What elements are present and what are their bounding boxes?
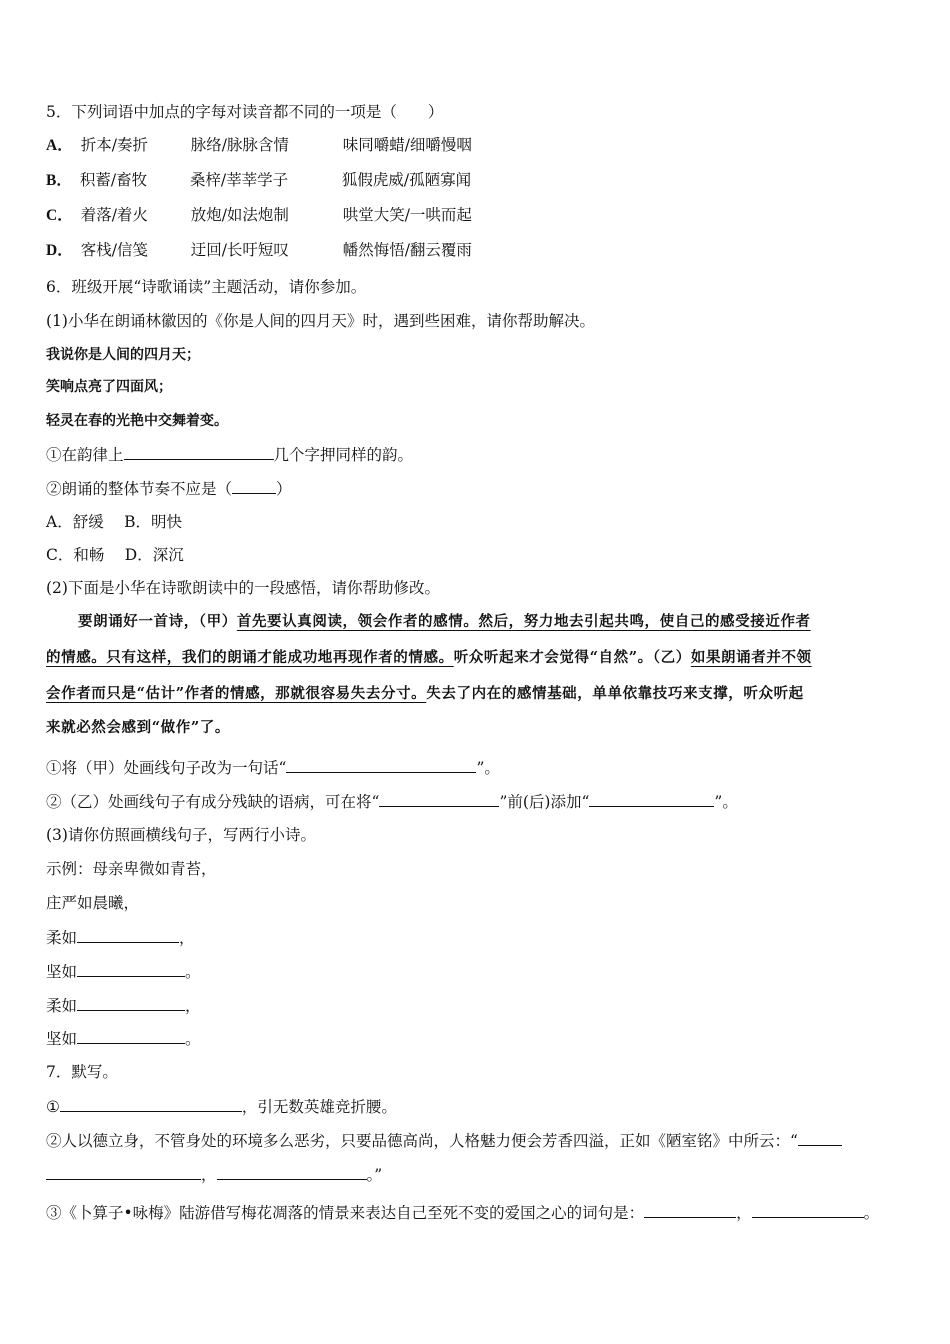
text: 几个字押同样的韵。: [273, 446, 414, 464]
answer-blank[interactable]: [60, 1096, 242, 1112]
poem-line: 笑响点亮了四面风；: [46, 379, 172, 395]
text: 。”: [366, 1166, 383, 1184]
option-item: 着落/着火: [80, 206, 148, 224]
answer-blank[interactable]: [77, 961, 185, 977]
q6-stem: 6．班级开展“诗歌诵读”主题活动，请你参加。: [46, 278, 367, 296]
text: ②（乙）处画线句子有成分残缺的语病，可在将“: [46, 793, 380, 811]
q5-option-d: [46, 240, 472, 261]
answer-blank[interactable]: [77, 1028, 185, 1044]
q7-b: [46, 1130, 842, 1151]
poem-line: 轻灵在春的光艳中交舞着变。: [46, 413, 228, 429]
answer-blank[interactable]: [589, 791, 714, 807]
underlined-sentence-jia: 的情感。只有这样，我们的朗诵才能成功地再现作者的情感。: [46, 649, 454, 666]
answer-blank[interactable]: [286, 757, 476, 773]
example-line: 示例：母亲卑微如青苔，: [46, 860, 217, 878]
choice-line: A．舒缓 B．明快: [46, 513, 183, 531]
option-item: 迂回/长吁短叹: [190, 241, 289, 259]
answer-blank[interactable]: [77, 927, 179, 943]
text: ，: [201, 1166, 217, 1184]
option-item: 脉络/脉脉含情: [190, 136, 289, 154]
poem-fill: [46, 927, 195, 948]
answer-blank[interactable]: [752, 1202, 864, 1218]
underlined-sentence-jia: 首先要认真阅读，领会作者的感情。然后，努力地去引起共鸣，使自己的感受接近作者: [236, 613, 811, 630]
answer-blank[interactable]: [798, 1130, 842, 1146]
underlined-sentence-yi: 会作者而只是“估计”作者的情感，那就很容易失去分寸。: [46, 685, 427, 702]
text: ①将（甲）处画线句子改为一句话“: [46, 759, 287, 777]
text: ，: [179, 929, 195, 947]
q6-2b: [46, 791, 738, 812]
option-item: 折本/奏折: [80, 136, 148, 154]
text: 坚如: [46, 1030, 78, 1048]
poem-fill: [46, 961, 201, 982]
text: ”。: [476, 759, 500, 777]
passage-line: [46, 648, 812, 668]
passage-line: [78, 612, 811, 632]
text: 。: [185, 963, 201, 981]
passage-line: 来就必然会感到“做作”了。: [46, 719, 230, 736]
passage-line: [46, 684, 804, 704]
answer-blank[interactable]: [46, 1164, 201, 1180]
text: 。: [185, 1030, 201, 1048]
q6-part2: (2)下面是小华在诗歌朗读中的一段感悟，请你帮助修改。: [46, 579, 440, 597]
q5-option-b: [46, 170, 471, 191]
option-label: A．: [46, 137, 73, 154]
q5-option-a: [46, 135, 472, 156]
answer-blank[interactable]: [124, 444, 274, 460]
q5-stem: 5．下列词语中加点的字每对读音都不同的一项是（ ）: [46, 103, 444, 121]
option-label: B．: [46, 172, 72, 189]
option-item: 积蓄/畜牧: [79, 171, 148, 189]
text: ②朗诵的整体节奏不应是（: [46, 480, 233, 498]
text: 。: [863, 1204, 880, 1222]
poem-fill: [46, 1028, 201, 1049]
q7-stem: 7．默写。: [46, 1063, 118, 1081]
text: 要朗诵好一首诗，（甲）: [78, 613, 237, 630]
option-item: 幡然悔悟/翻云覆雨: [342, 241, 472, 259]
option-item: 狐假虎威/孤陋寡闻: [341, 171, 472, 189]
text: 听众听起来才会觉得“自然”。（乙）: [453, 649, 691, 666]
option-item: 放炮/如法炮制: [190, 206, 289, 224]
text: ②人以德立身，不管身处的环境多么恶劣，只要品德高尚，人格魅力便会芳香四溢，正如《陋室铭》中所云：“: [46, 1132, 798, 1150]
q6-1a: [46, 444, 413, 465]
text: ①: [46, 1098, 60, 1116]
q7-a: [46, 1096, 397, 1117]
option-label: D．: [46, 242, 73, 259]
text: ，: [736, 1204, 752, 1222]
q6-1b: [46, 478, 292, 499]
choice-line: C．和畅 D．深沉: [46, 546, 184, 564]
answer-blank[interactable]: [217, 1164, 367, 1180]
text: ）: [276, 480, 292, 498]
option-item: 哄堂大笑/一哄而起: [342, 206, 472, 224]
text: 失去了内在的感情基础，单单依靠技巧来支撑，听众听起: [426, 685, 804, 702]
underlined-sentence-yi: 如果朗诵者并不领: [690, 649, 812, 666]
answer-blank[interactable]: [77, 995, 185, 1011]
q5-option-c: [46, 205, 472, 226]
option-label: C．: [46, 207, 73, 224]
option-item: 桑梓/莘莘学子: [189, 171, 289, 189]
text: ”前(后)添加“: [499, 793, 590, 811]
text: ”。: [714, 793, 738, 811]
text: 坚如: [46, 963, 78, 981]
answer-blank[interactable]: [232, 478, 276, 494]
text: ，: [185, 997, 201, 1015]
answer-blank[interactable]: [644, 1202, 736, 1218]
q6-2a: [46, 757, 500, 778]
option-item: 客栈/信笺: [80, 241, 148, 259]
q7-c: [46, 1202, 879, 1223]
text: 柔如: [46, 997, 78, 1015]
text: ①在韵律上: [46, 446, 124, 464]
text: ③《卜算子•咏梅》陆游借写梅花凋落的情景来表达自己至死不变的爱国之心的词句是：: [46, 1204, 645, 1222]
poem-line: 我说你是人间的四月天；: [46, 347, 200, 363]
q6-part1: (1)小华在朗诵林徽因的《你是人间的四月天》时，遇到些困难，请你帮助解决。: [46, 312, 595, 330]
poem-fill: [46, 995, 201, 1016]
answer-blank[interactable]: [379, 791, 499, 807]
text: 柔如: [46, 929, 78, 947]
q7-b-cont: [46, 1164, 382, 1185]
option-item: 味同嚼蜡/细嚼慢咽: [342, 136, 472, 154]
text: ，引无数英雄竞折腰。: [241, 1098, 397, 1116]
example-line: 庄严如晨曦，: [46, 894, 140, 912]
q6-part3: (3)请你仿照画横线句子，写两行小诗。: [46, 826, 316, 844]
